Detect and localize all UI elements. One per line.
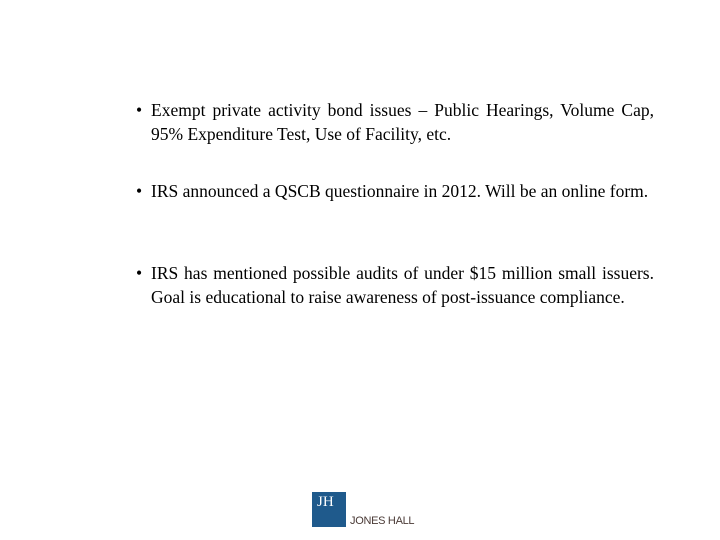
bullet-text: Exempt private activity bond issues – Public Hearings, Volume Cap, 95% Expenditure Test, Use of Facility, etc.: [151, 100, 654, 144]
bullet-icon: •: [136, 263, 143, 283]
logo-initials: JH: [317, 494, 334, 510]
bullet-icon: •: [136, 181, 143, 201]
bullet-item: [136, 179, 654, 203]
bullet-item: [136, 98, 654, 146]
bullet-text: IRS announced a QSCB questionnaire in 2012. Will be an online form.: [151, 181, 649, 201]
bullet-text: IRS has mentioned possible audits of under $15 million small issuers. Goal is educational to raise awareness of post-issuance compliance.: [151, 263, 654, 307]
jones-hall-logo: [312, 492, 346, 527]
bullet-item: [136, 261, 654, 309]
logo-name: JONES HALL: [350, 515, 415, 527]
bullet-icon: •: [136, 100, 143, 120]
